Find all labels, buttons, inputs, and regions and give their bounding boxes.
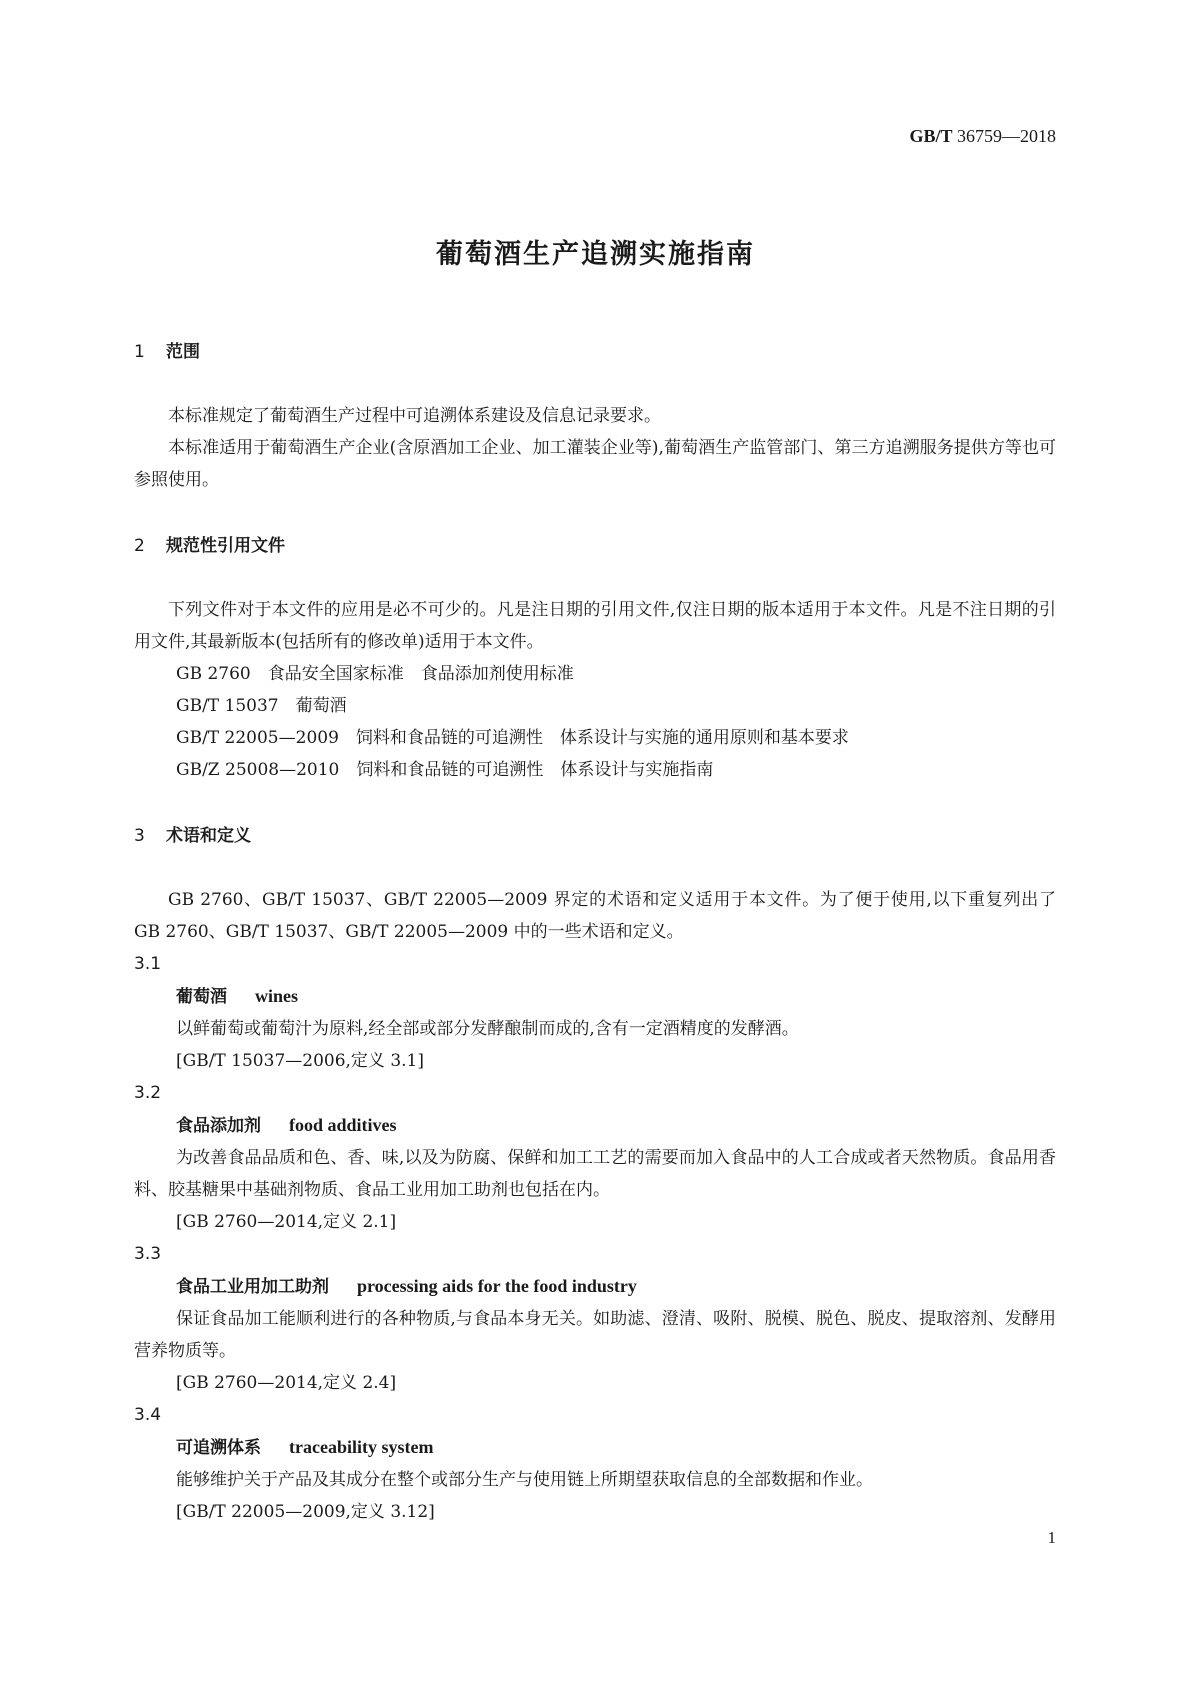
paragraph: 本标准规定了葡萄酒生产过程中可追溯体系建设及信息记录要求。 — [168, 406, 661, 426]
term-source: [GB/T 22005—2009,定义 3.12] — [176, 1502, 435, 1522]
clause-number: 3.3 — [134, 1244, 162, 1264]
term-source: [GB 2760—2014,定义 2.1] — [176, 1212, 397, 1232]
term-source: [GB 2760—2014,定义 2.4] — [176, 1373, 397, 1393]
term-en: food additives — [289, 1115, 397, 1135]
section-heading-terms-definitions — [134, 824, 1056, 848]
term-en: traceability system — [289, 1437, 434, 1457]
term-heading — [134, 1109, 1056, 1142]
term-zh: 食品添加剂 — [176, 1116, 261, 1136]
paragraph: GB 2760、GB/T 15037、GB/T 22005—2009 界定的术语和定义适用于本文件。为了便于使用,以下重复列出了 GB 2760、GB/T 15037、GB/T 22005—2009 中的一些术语和定义。 — [134, 890, 1056, 942]
term-heading — [134, 980, 1056, 1013]
term-definition: 能够维护关于产品及其成分在整个或部分生产与使用链上所期望获取信息的全部数据和作业。 — [176, 1470, 873, 1490]
term-definition: 为改善食品品质和色、香、味,以及为防腐、保鲜和加工工艺的需要而加入食品中的人工合成或者天然物质。食品用香料、胶基糖果中基础剂物质、食品工业用加工助剂也包括在内。 — [134, 1148, 1056, 1200]
reference-item: GB/T 15037 葡萄酒 — [176, 696, 347, 716]
standard-code — [909, 126, 1056, 147]
section-number: 2 — [134, 536, 145, 556]
term-definition: 以鲜葡萄或葡萄汁为原料,经全部或部分发酵酿制而成的,含有一定酒精度的发酵酒。 — [176, 1019, 799, 1039]
section-number: 1 — [134, 342, 145, 362]
reference-item: GB 2760 食品安全国家标准 食品添加剂使用标准 — [176, 664, 574, 684]
paragraph: 本标准适用于葡萄酒生产企业(含原酒加工企业、加工灌装企业等),葡萄酒生产监管部门、第三方追溯服务提供方等也可参照使用。 — [134, 438, 1056, 490]
reference-item: GB/Z 25008—2010 饲料和食品链的可追溯性 体系设计与实施指南 — [176, 760, 714, 780]
document-title: 葡萄酒生产追溯实施指南 — [436, 239, 755, 270]
term-heading — [134, 1431, 1056, 1464]
term-zh: 葡萄酒 — [176, 987, 227, 1007]
term-en: processing aids for the food industry — [357, 1276, 637, 1296]
clause-number: 3.1 — [134, 954, 162, 974]
term-source: [GB/T 15037—2006,定义 3.1] — [176, 1051, 424, 1071]
document-body — [134, 340, 1056, 1528]
section-title: 术语和定义 — [166, 826, 251, 846]
clause-number: 3.2 — [134, 1083, 162, 1103]
page-number: 1 — [1047, 1528, 1056, 1547]
term-heading — [134, 1270, 1056, 1303]
term-zh: 食品工业用加工助剂 — [176, 1277, 329, 1297]
standard-code-number: 36759—2018 — [957, 126, 1056, 146]
clause-number: 3.4 — [134, 1405, 162, 1425]
term-definition: 保证食品加工能顺利进行的各种物质,与食品本身无关。如助滤、澄清、吸附、脱模、脱色、脱皮、提取溶剂、发酵用营养物质等。 — [134, 1309, 1056, 1361]
reference-item: GB/T 22005—2009 饲料和食品链的可追溯性 体系设计与实施的通用原则和基本要求 — [176, 728, 849, 748]
section-title: 规范性引用文件 — [166, 536, 285, 556]
section-number: 3 — [134, 826, 145, 846]
standard-code-prefix: GB/T — [909, 126, 953, 146]
section-heading-normative-references — [134, 534, 1056, 558]
term-zh: 可追溯体系 — [176, 1438, 261, 1458]
paragraph: 下列文件对于本文件的应用是必不可少的。凡是注日期的引用文件,仅注日期的版本适用于本文件。凡是不注日期的引用文件,其最新版本(包括所有的修改单)适用于本文件。 — [134, 600, 1056, 652]
section-heading-scope — [134, 340, 1056, 364]
section-title: 范围 — [166, 342, 200, 362]
term-en: wines — [255, 986, 299, 1006]
